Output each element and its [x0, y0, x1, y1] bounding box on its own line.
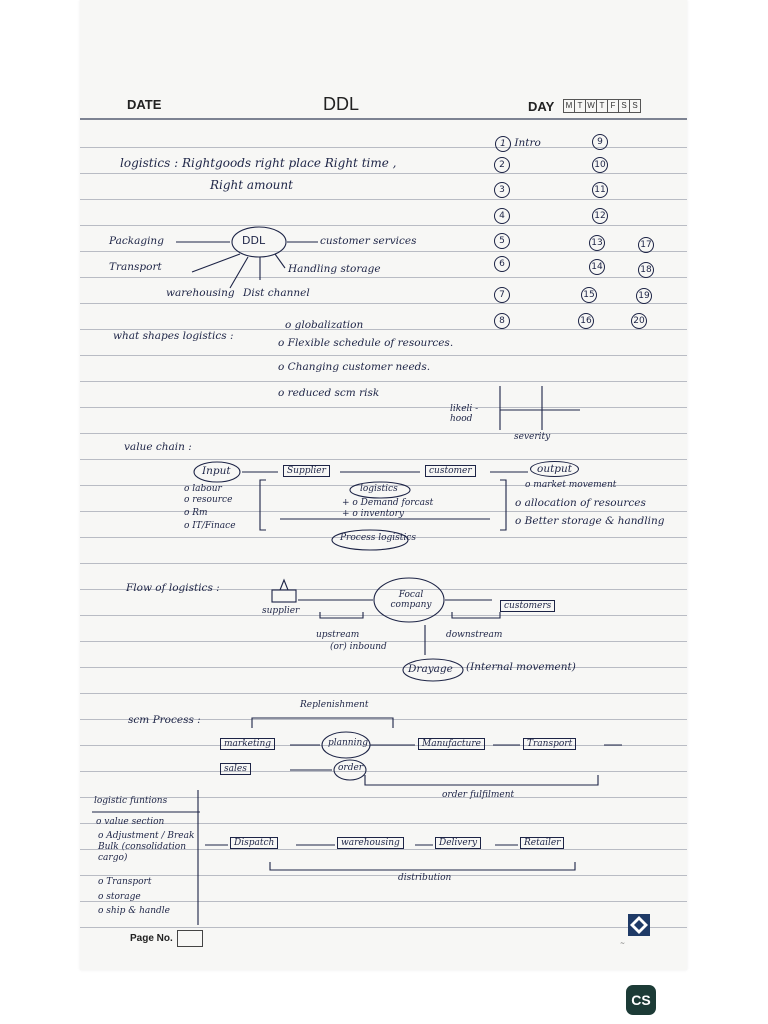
notebook-page [80, 0, 687, 970]
flow-drayage: Drayage [408, 663, 453, 675]
vc-output-item: o Better storage & handling [515, 515, 665, 527]
vc-bracket [500, 480, 506, 530]
shapes-item: o Flexible schedule of resources. [278, 337, 454, 349]
scm-transport: Transport [523, 738, 576, 750]
scm-order: order [338, 763, 364, 773]
vc-output-item: o market movement [525, 480, 617, 490]
vc-inventory: + o inventory [342, 509, 404, 519]
value-chain-title: value chain : [124, 441, 192, 453]
day-box: T [596, 99, 608, 113]
page-number-label: Page No. [130, 933, 173, 944]
flow-title: Flow of logistics : [126, 582, 220, 594]
function-item: o storage [98, 892, 141, 902]
index-number: 16 [578, 313, 594, 329]
notebook-logo-icon [628, 914, 650, 936]
logistics-definition: logistics : Rightgoods right place Right time , [120, 156, 397, 170]
vc-input-item: o labour [184, 484, 222, 494]
dist-bracket [270, 862, 575, 870]
function-item: o ship & handle [98, 906, 170, 916]
function-item: o Adjustment / Break Bulk (consolidation cargo) [98, 831, 195, 863]
index-number: 20 [631, 313, 647, 329]
severity-label: severity [514, 432, 551, 442]
index-number: 1 [495, 136, 511, 152]
likelihood-label: likeli -hood [450, 404, 479, 424]
scm-replenishment: Replenishment [300, 700, 369, 710]
day-label: DAY [528, 99, 555, 114]
vc-input: Input [202, 465, 231, 477]
logo-signature-icon: ~ [620, 940, 626, 947]
dist-dispatch: Dispatch [230, 837, 278, 849]
index-number: 4 [494, 208, 510, 224]
camscanner-badge: CS [626, 985, 656, 1015]
index-number: 13 [589, 235, 605, 251]
logistics-definition-cont: Right amount [210, 178, 293, 192]
hub-customer-services: customer services [320, 235, 417, 247]
vc-input-item: o IT/Finace [184, 521, 236, 531]
flow-internal-movement: (Internal movement) [466, 661, 576, 673]
index-number: 9 [592, 134, 608, 150]
flow-focal-company: Focal company [390, 590, 432, 610]
date-label: DATE [127, 97, 162, 112]
day-box: F [607, 99, 619, 113]
index-number: 10 [592, 157, 608, 173]
function-item: o Transport [98, 877, 152, 887]
functions-title: logistic funtions [94, 796, 168, 806]
index-number: 18 [638, 262, 654, 278]
scm-manufacture: Manufacture [418, 738, 485, 750]
index-number: 5 [494, 233, 510, 249]
hub-line [275, 254, 285, 268]
scm-sales: sales [220, 763, 251, 775]
vc-customer: customer [425, 465, 476, 477]
day-box: S [618, 99, 630, 113]
fulfilment-bracket [365, 775, 598, 785]
flow-upstream: upstream [316, 630, 360, 640]
scm-title: scm Process : [128, 714, 201, 726]
hub-dist-channel: Dist channel [243, 287, 310, 299]
supplier-figure [272, 590, 296, 602]
page-title: DDL [323, 94, 360, 114]
hub-handling: Handling storage [288, 263, 381, 275]
day-box: T [574, 99, 586, 113]
hub-line [230, 257, 248, 288]
flow-downstream: downstream [446, 630, 503, 640]
day-box: M [563, 99, 575, 113]
vc-input-item: o Rm [184, 508, 208, 518]
dist-delivery: Delivery [435, 837, 481, 849]
dist-warehousing: warehousing [337, 837, 404, 849]
replenish-bracket [252, 718, 393, 728]
index-number: 14 [589, 259, 605, 275]
index-label: Intro [514, 137, 541, 149]
shapes-item: o globalization [285, 319, 364, 331]
page-number-box [177, 930, 203, 947]
flow-customers: customers [500, 600, 555, 612]
vc-process-logistics: Process logistics [340, 533, 416, 543]
vc-output-item: o allocation of resources [515, 497, 646, 509]
dist-retailer: Retailer [520, 837, 564, 849]
hub-center-label: DDL [242, 234, 266, 247]
index-number: 19 [636, 288, 652, 304]
vc-bracket [260, 480, 266, 530]
flow-inbound: (or) inbound [330, 642, 387, 652]
vc-supplier: Supplier [283, 465, 330, 477]
shapes-item: o Changing customer needs. [278, 361, 431, 373]
hub-transport: Transport [109, 261, 162, 273]
vc-input-item: o resource [184, 495, 233, 505]
hub-packaging: Packaging [109, 235, 164, 247]
scm-marketing: marketing [220, 738, 275, 750]
index-number: 12 [592, 208, 608, 224]
vc-logistics: logistics [360, 484, 398, 494]
index-number: 8 [494, 313, 510, 329]
shapes-item: o reduced scm risk [278, 387, 380, 399]
index-number: 11 [592, 182, 608, 198]
hub-warehousing: warehousing [166, 287, 235, 299]
hub-line [192, 254, 240, 272]
index-number: 2 [494, 157, 510, 173]
day-box: S [629, 99, 641, 113]
index-number: 7 [494, 287, 510, 303]
dist-label: distribution [398, 873, 452, 883]
supplier-head [280, 580, 288, 590]
scm-planning: planning [328, 738, 369, 748]
index-number: 15 [581, 287, 597, 303]
flow-bracket [320, 612, 363, 618]
index-number: 6 [494, 256, 510, 272]
index-number: 3 [494, 182, 510, 198]
index-intro [495, 136, 541, 152]
shapes-title: what shapes logistics : [113, 330, 234, 342]
function-item: o value section [96, 817, 165, 827]
vc-output: output [530, 461, 579, 477]
flow-bracket [452, 612, 500, 618]
flow-supplier: supplier [262, 606, 300, 616]
day-box: W [585, 99, 597, 113]
scm-order-fulfilment: order fulfilment [442, 790, 515, 800]
vc-demand: + o Demand forcast [342, 498, 434, 508]
index-number: 17 [638, 237, 654, 253]
